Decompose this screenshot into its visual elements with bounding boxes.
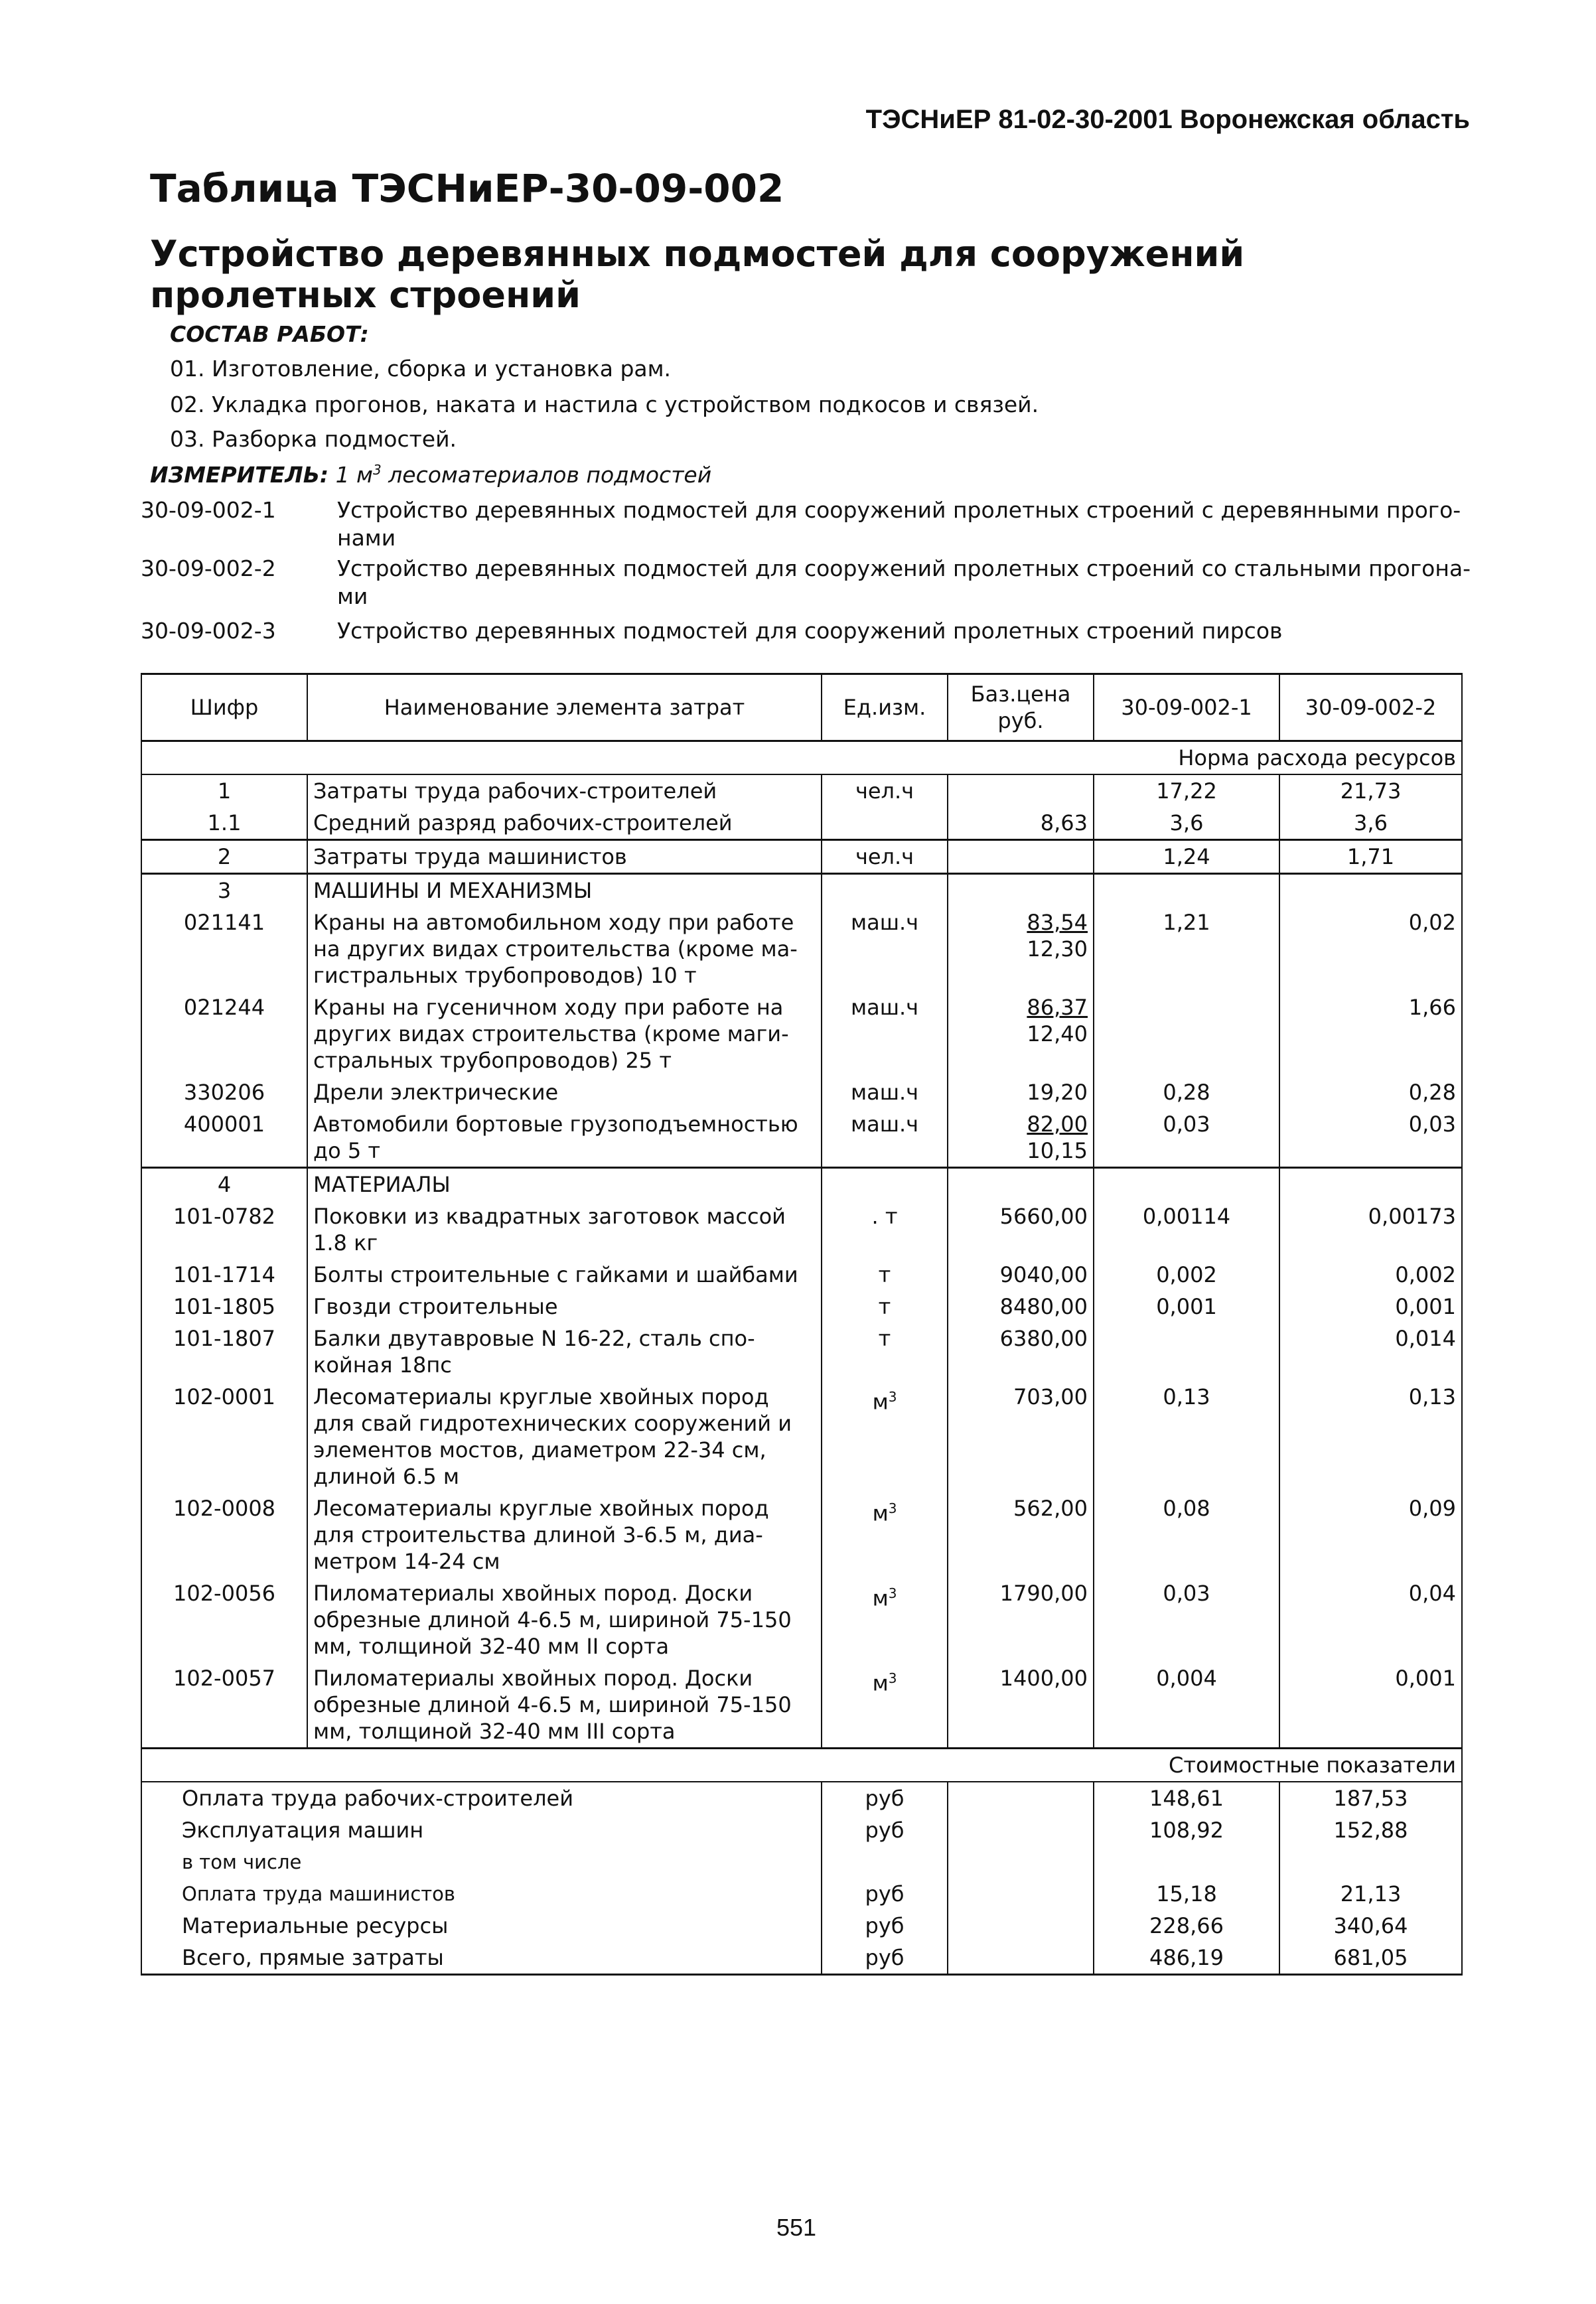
- work-item: 03. Разборка подмостей.: [170, 426, 457, 452]
- section-row-materials: 4 МАТЕРИАЛЫ: [141, 1168, 1462, 1201]
- table-row: 102-0001 Лесоматериалы круглые хвойных пород для свай гидротехнических сооружений и элементов мостов, диаметром 22-34 см, длиной 6.5 м $м^3$ 703,00 0,13 0,13: [141, 1381, 1462, 1492]
- header-unit: Ед.изм.: [822, 674, 948, 741]
- measure-value: 1 $м^3$ лесоматериалов подмостей: [335, 462, 712, 488]
- cost-header-row: [141, 1749, 1462, 1782]
- cost-label: Стоимостные показатели: [1094, 1749, 1462, 1782]
- section-row-machines: 3 МАШИНЫ И МЕХАНИЗМЫ: [141, 874, 1462, 907]
- norm-label: Норма расхода ресурсов: [1094, 741, 1462, 775]
- table-row: 1.1 Средний разряд рабочих-строителей 8,63 3,6 3,6: [141, 807, 1462, 840]
- table-row: 021141 Краны на автомобильном ходу при работе на других видах строительства (кроме ма- гистральных трубопроводов) 10 т маш.ч 83,54 12,30 1,21 0,02: [141, 906, 1462, 991]
- code-description: [141, 617, 1596, 649]
- resource-table: [141, 673, 1463, 1976]
- table-subtitle: Устройство деревянных подмостей для сооружений пролетных строений: [150, 233, 1245, 316]
- table-row: 101-1714 Болты строительные с гайками и шайбами т 9040,00 0,002 0,002: [141, 1259, 1462, 1291]
- table-row: 102-0008 Лесоматериалы круглые хвойных пород для строительства длиной 3-6.5 м, диа- метром 14-24 см $м^3$ 562,00 0,08 0,09: [141, 1492, 1462, 1577]
- table-title: Таблица ТЭСНиЕР-30-09-002: [150, 166, 784, 211]
- code-label: 30-09-002-3: [141, 618, 276, 644]
- code-text: Устройство деревянных подмостей для сооружений пролетных строений со стальными прогона- ми: [337, 555, 1471, 609]
- table-row: 102-0056 Пиломатериалы хвойных пород. Доски обрезные длиной 4-6.5 м, шириной 75-150 мм, толщиной 32-40 мм II сорта $м^3$ 1790,00 0,03 0,04: [141, 1577, 1462, 1662]
- work-composition-label: СОСТАВ РАБОТ:: [170, 321, 369, 347]
- cost-row: Эксплуатация машин руб 108,92 152,88: [141, 1814, 1462, 1846]
- code-text: Устройство деревянных подмостей для сооружений пролетных строений пирсов: [337, 618, 1283, 644]
- header-name: Наименование элемента затрат: [307, 674, 822, 741]
- norm-row: [141, 741, 1462, 775]
- measure-line: [150, 462, 711, 488]
- table-header-row: [141, 674, 1462, 741]
- document-reference: ТЭСНиЕР 81-02-30-2001 Воронежская область: [865, 105, 1470, 134]
- cost-row: Оплата труда машинистов руб 15,18 21,13: [141, 1878, 1462, 1910]
- cost-row: в том числе: [141, 1846, 1462, 1878]
- table-row: 021244 Краны на гусеничном ходу при работе на других видах строительства (кроме маги- стральных трубопроводов) 25 т маш.ч 86,37 12,40 1,66: [141, 991, 1462, 1076]
- cost-row: Всего, прямые затраты руб 486,19 681,05: [141, 1942, 1462, 1975]
- code-text: Устройство деревянных подмостей для сооружений пролетных строений с деревянными прого- нами: [337, 497, 1461, 551]
- code-description: [141, 496, 1596, 556]
- work-item: 02. Укладка прогонов, наката и настила с устройством подкосов и связей.: [170, 392, 1039, 417]
- header-col1: 30-09-002-1: [1094, 674, 1279, 741]
- header-price: Баз.цена руб.: [948, 674, 1094, 741]
- table-row: 101-1807 Балки двутавровые N 16-22, сталь спо- койная 18пс т 6380,00 0,014: [141, 1323, 1462, 1381]
- code-label: 30-09-002-1: [141, 497, 276, 523]
- cost-row: Оплата труда рабочих-строителей руб 148,61 187,53: [141, 1782, 1462, 1814]
- table-row: 330206 Дрели электрические маш.ч 19,20 0,28 0,28: [141, 1076, 1462, 1108]
- table-row: 1 Затраты труда рабочих-строителей чел.ч 17,22 21,73: [141, 774, 1462, 807]
- page-number: 551: [776, 2214, 817, 2241]
- table-row: 101-1805 Гвозди строительные т 8480,00 0,001 0,001: [141, 1291, 1462, 1323]
- code-description: [141, 555, 1596, 614]
- measure-label: ИЗМЕРИТЕЛЬ:: [150, 462, 329, 488]
- table-row: 102-0057 Пиломатериалы хвойных пород. Доски обрезные длиной 4-6.5 м, шириной 75-150 мм, толщиной 32-40 мм III сорта $м^3$ 1400,00 0,004 0,001: [141, 1662, 1462, 1749]
- work-item: 01. Изготовление, сборка и установка рам.: [170, 356, 672, 382]
- header-code: Шифр: [141, 674, 307, 741]
- header-col2: 30-09-002-2: [1279, 674, 1462, 741]
- code-label: 30-09-002-2: [141, 555, 276, 581]
- table-row: 2 Затраты труда машинистов чел.ч 1,24 1,71: [141, 840, 1462, 874]
- table-row: 101-0782 Поковки из квадратных заготовок массой 1.8 кг . т 5660,00 0,00114 0,00173: [141, 1200, 1462, 1259]
- cost-row: Материальные ресурсы руб 228,66 340,64: [141, 1910, 1462, 1942]
- table-row: 400001 Автомобили бортовые грузоподъемностью до 5 т маш.ч 82,00 10,15 0,03 0,03: [141, 1108, 1462, 1168]
